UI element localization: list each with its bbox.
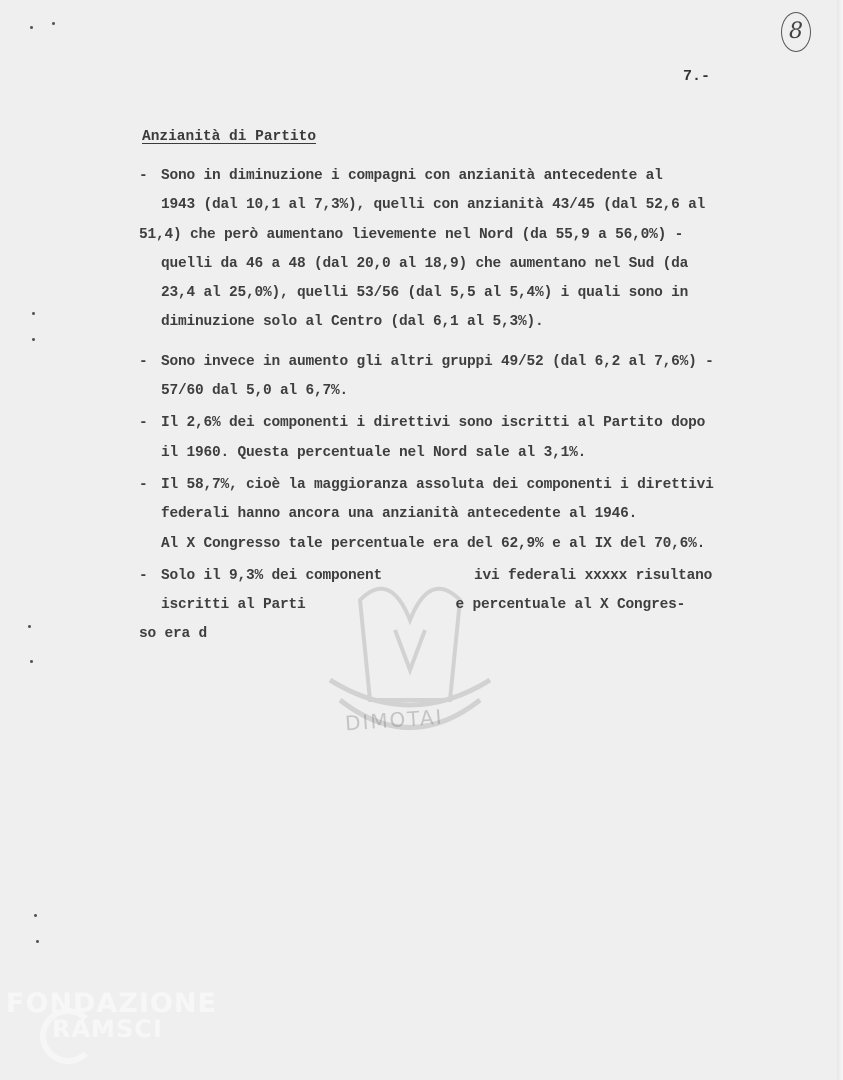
bullet-item	[139, 471, 824, 559]
archive-number: 8	[781, 12, 811, 52]
page-edge	[837, 0, 843, 1080]
text-line: 57/60 dal 5,0 al 6,7%.	[161, 383, 349, 400]
bullet-dash: -	[139, 168, 148, 184]
page-number: 7.-	[683, 68, 711, 85]
text-line: il 1960. Questa percentuale nel Nord sale al 3,1%.	[161, 444, 587, 461]
bullet-item	[139, 348, 824, 407]
text-line: federali hanno ancora una anzianità antecedente al 1946.	[161, 506, 638, 523]
fondazione-gramsci-watermark	[6, 988, 217, 1043]
text-fragment: iscritti al Parti	[161, 597, 306, 614]
speck	[30, 26, 33, 29]
section-title: Anzianità di Partito	[142, 129, 317, 145]
speck	[28, 625, 31, 628]
text-fragment: e percentuale al X Congres-	[455, 597, 686, 614]
speck	[32, 338, 35, 341]
text-line: 51,4) che però aumentano lievemente nel Nord (da 55,9 a 56,0%) -	[139, 226, 684, 243]
text-line: 23,4 al 25,0%), quelli 53/56 (dal 5,5 al 5,4%) i quali sono in	[161, 285, 689, 302]
text-line: quelli da 46 a 48 (dal 20,0 al 18,9) che aumentano nel Sud (da	[161, 255, 689, 272]
text-line: Sono invece in aumento gli altri gruppi 49/52 (dal 6,2 al 7,6%) -	[161, 353, 714, 370]
text-line: so era d	[139, 626, 208, 643]
text-line: Il 58,7%, cioè la maggioranza assoluta dei componenti i direttivi	[161, 476, 714, 493]
speck	[30, 660, 33, 663]
bullet-item	[139, 409, 824, 468]
bullet-dash: -	[139, 567, 148, 584]
text-line	[161, 562, 824, 591]
text-line	[161, 591, 824, 620]
text-line: diminuzione solo al Centro (dal 6,1 al 5,3%).	[161, 314, 544, 331]
speck	[34, 914, 37, 917]
body-text	[139, 162, 824, 653]
speck	[36, 940, 39, 943]
watermark-g-icon	[40, 1008, 96, 1064]
bullet-dash: -	[139, 476, 148, 493]
text-line: Al X Congresso tale percentuale era del 62,9% e al IX del 70,6%.	[161, 535, 706, 552]
speck	[32, 312, 35, 315]
text-line: Sono in diminuzione i compagni con anzianità antecedente al	[161, 168, 663, 184]
speck	[52, 22, 55, 25]
watermark-line: RAMSCI	[52, 1015, 163, 1043]
text-line: 1943 (dal 10,1 al 7,3%), quelli con anzianità 43/45 (dal 52,6 al	[161, 197, 706, 214]
watermark-line: FONDAZIONE	[6, 988, 217, 1019]
text-fragment: Solo il 9,3% dei component	[161, 567, 383, 584]
bullet-item	[139, 562, 824, 650]
stamp-text: DIMOTAI	[344, 704, 445, 736]
bullet-dash: -	[139, 415, 148, 432]
bullet-dash: -	[139, 353, 148, 370]
text-fragment: ivi federali xxxxx risultano	[474, 567, 713, 584]
bullet-item	[139, 162, 824, 338]
text-line: Il 2,6% dei componenti i direttivi sono iscritti al Partito dopo	[161, 415, 706, 432]
